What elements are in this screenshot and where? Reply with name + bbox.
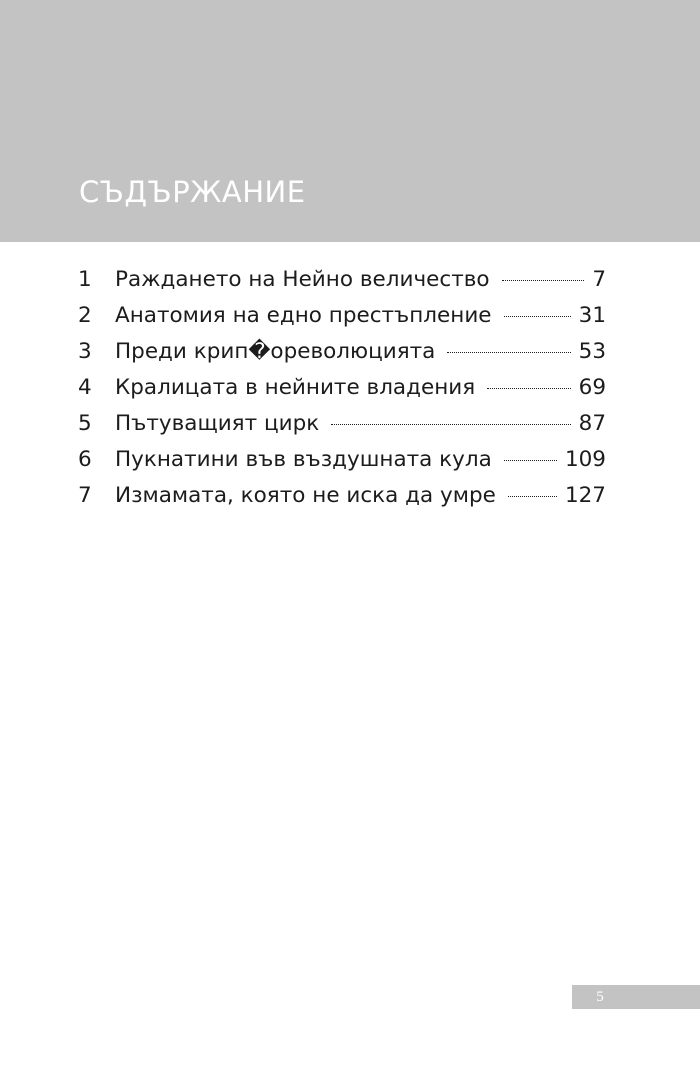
chapter-title: Пътуващият цирк (115, 411, 320, 436)
chapter-number: 5 (78, 411, 92, 436)
page-number: 5 (596, 989, 604, 1005)
dot-leader (331, 424, 570, 425)
dot-leader (504, 460, 557, 461)
chapter-number: 4 (78, 375, 92, 400)
toc-entry-6[interactable] (78, 442, 606, 478)
page-number-tab (572, 985, 700, 1009)
toc-entry-7[interactable] (78, 478, 606, 514)
dot-leader (487, 388, 570, 389)
chapter-number: 2 (78, 303, 92, 328)
chapter-number: 6 (78, 447, 92, 472)
chapter-page-number: 69 (578, 375, 606, 400)
chapter-title: Пукнатини във въздушната кула (115, 447, 492, 472)
toc-entry-2[interactable] (78, 298, 606, 334)
chapter-number: 7 (78, 483, 92, 508)
toc-entry-5[interactable] (78, 406, 606, 442)
chapter-title: Измамата, която не иска да умре (115, 483, 496, 508)
chapter-title: Преди крип�ореволюцията (115, 339, 436, 364)
page-title: СЪДЪРЖАНИЕ (79, 175, 306, 209)
header-band (0, 0, 700, 242)
chapter-number: 3 (78, 339, 92, 364)
chapter-number: 1 (78, 267, 92, 292)
toc-entry-1[interactable] (78, 262, 606, 298)
toc-entry-4[interactable] (78, 370, 606, 406)
chapter-page-number: 31 (578, 303, 606, 328)
chapter-title: Раждането на Нейно величество (115, 267, 490, 292)
dot-leader (502, 280, 585, 281)
chapter-page-number: 127 (564, 483, 606, 508)
chapter-title: Кралицата в нейните владения (115, 375, 476, 400)
table-of-contents (78, 262, 606, 514)
dot-leader (508, 496, 557, 497)
dot-leader (447, 352, 570, 353)
chapter-page-number: 53 (578, 339, 606, 364)
toc-entry-3[interactable] (78, 334, 606, 370)
chapter-title: Анатомия на едно престъпление (115, 303, 492, 328)
chapter-page-number: 7 (592, 267, 606, 292)
chapter-page-number: 87 (578, 411, 606, 436)
dot-leader (504, 316, 571, 317)
chapter-page-number: 109 (564, 447, 606, 472)
